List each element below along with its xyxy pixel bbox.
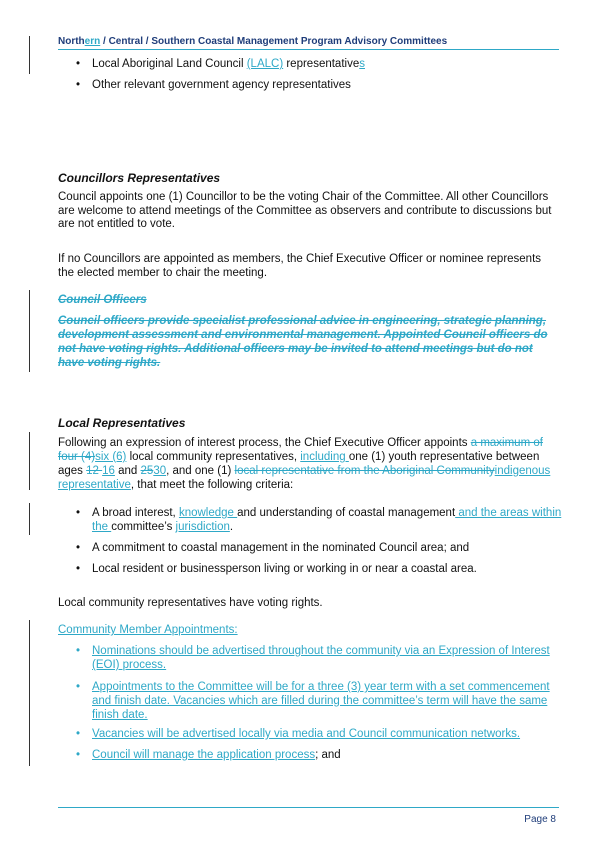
header-text: North xyxy=(58,36,85,47)
section-heading-appointments: Community Member Appointments: xyxy=(58,624,238,636)
footer-rule xyxy=(58,807,559,808)
bullet-icon: • xyxy=(76,79,81,91)
list-item: • Appointments to the Committee will be for a three (3) year term with a set commencement and finish date. Vacancies which are filled during the committee’s term will have the same finish date. xyxy=(76,681,550,721)
change-bar xyxy=(29,503,30,535)
list-item: • Vacancies will be advertised locally via media and Council communication networks. xyxy=(76,728,521,740)
list-item: • Council will manage the application process; and xyxy=(76,749,341,761)
list-item: • Local resident or businessperson living or working in or near a coastal area. xyxy=(76,563,477,575)
section-heading-council-officers: Council Officers xyxy=(58,294,147,306)
voting-rights-text: Local community representatives have voting rights. xyxy=(58,597,323,609)
bullet-icon: • xyxy=(76,58,81,70)
list-item: • Other relevant government agency representatives xyxy=(76,79,351,91)
page-number: Page 8 xyxy=(524,814,556,825)
section-heading-local-representatives: Local Representatives xyxy=(58,416,186,430)
header-rule xyxy=(58,49,559,50)
bullet-icon: • xyxy=(76,681,81,693)
councillors-paragraph-2: If no Councillors are appointed as members, the Chief Executive Officer or nominee represents the elected member to chair the meeting. xyxy=(58,253,542,279)
list-item: • A commitment to coastal management in the nominated Council area; and xyxy=(76,542,470,554)
council-officers-paragraph: Council officers provide specialist professional advice in engineering, strategic planning, development assessment and environmental management. Appointed Council officers do not have voting rights. Additional officers may be invited to attend meetings but do not have voting rights. xyxy=(58,315,548,369)
bullet-icon: • xyxy=(76,507,81,519)
list-item: • Local Aboriginal Land Council (LALC) representatives xyxy=(76,58,365,70)
bullet-icon: • xyxy=(76,645,81,657)
header-text-rest: / Central / Southern Coastal Management Program Advisory Committees xyxy=(100,36,448,47)
list-item: • A broad interest, knowledge and understanding of coastal management and the areas within the committee’s jurisdiction. xyxy=(76,507,562,533)
header-insertion: ern xyxy=(84,36,101,47)
change-bar xyxy=(29,620,30,766)
bullet-icon: • xyxy=(76,728,81,740)
list-item: • Nominations should be advertised throughout the community via an Expression of Interest (EOI) process. xyxy=(76,645,550,671)
change-bar xyxy=(29,36,30,74)
change-bar xyxy=(29,432,30,490)
bullet-icon: • xyxy=(76,749,81,761)
bullet-icon: • xyxy=(76,542,81,554)
page-header xyxy=(58,36,558,47)
section-heading-councillors: Councillors Representatives xyxy=(58,171,221,185)
councillors-paragraph: Council appoints one (1) Councillor to be the voting Chair of the Committee. All other Councillors are welcome to attend meetings of the Committee as observers and contribute to discussions but are not entitled to vote. xyxy=(58,191,552,230)
local-representatives-paragraph: Following an expression of interest process, the Chief Executive Officer appoints a maximum of four (4)six (6) local community representatives, including one (1) youth representative between ages 12 16 and 2530, and one (1) local representative from the Aboriginal Communityindigenous representative, that meet the following criteria: xyxy=(58,437,551,491)
change-bar xyxy=(29,290,30,372)
bullet-icon: • xyxy=(76,563,81,575)
